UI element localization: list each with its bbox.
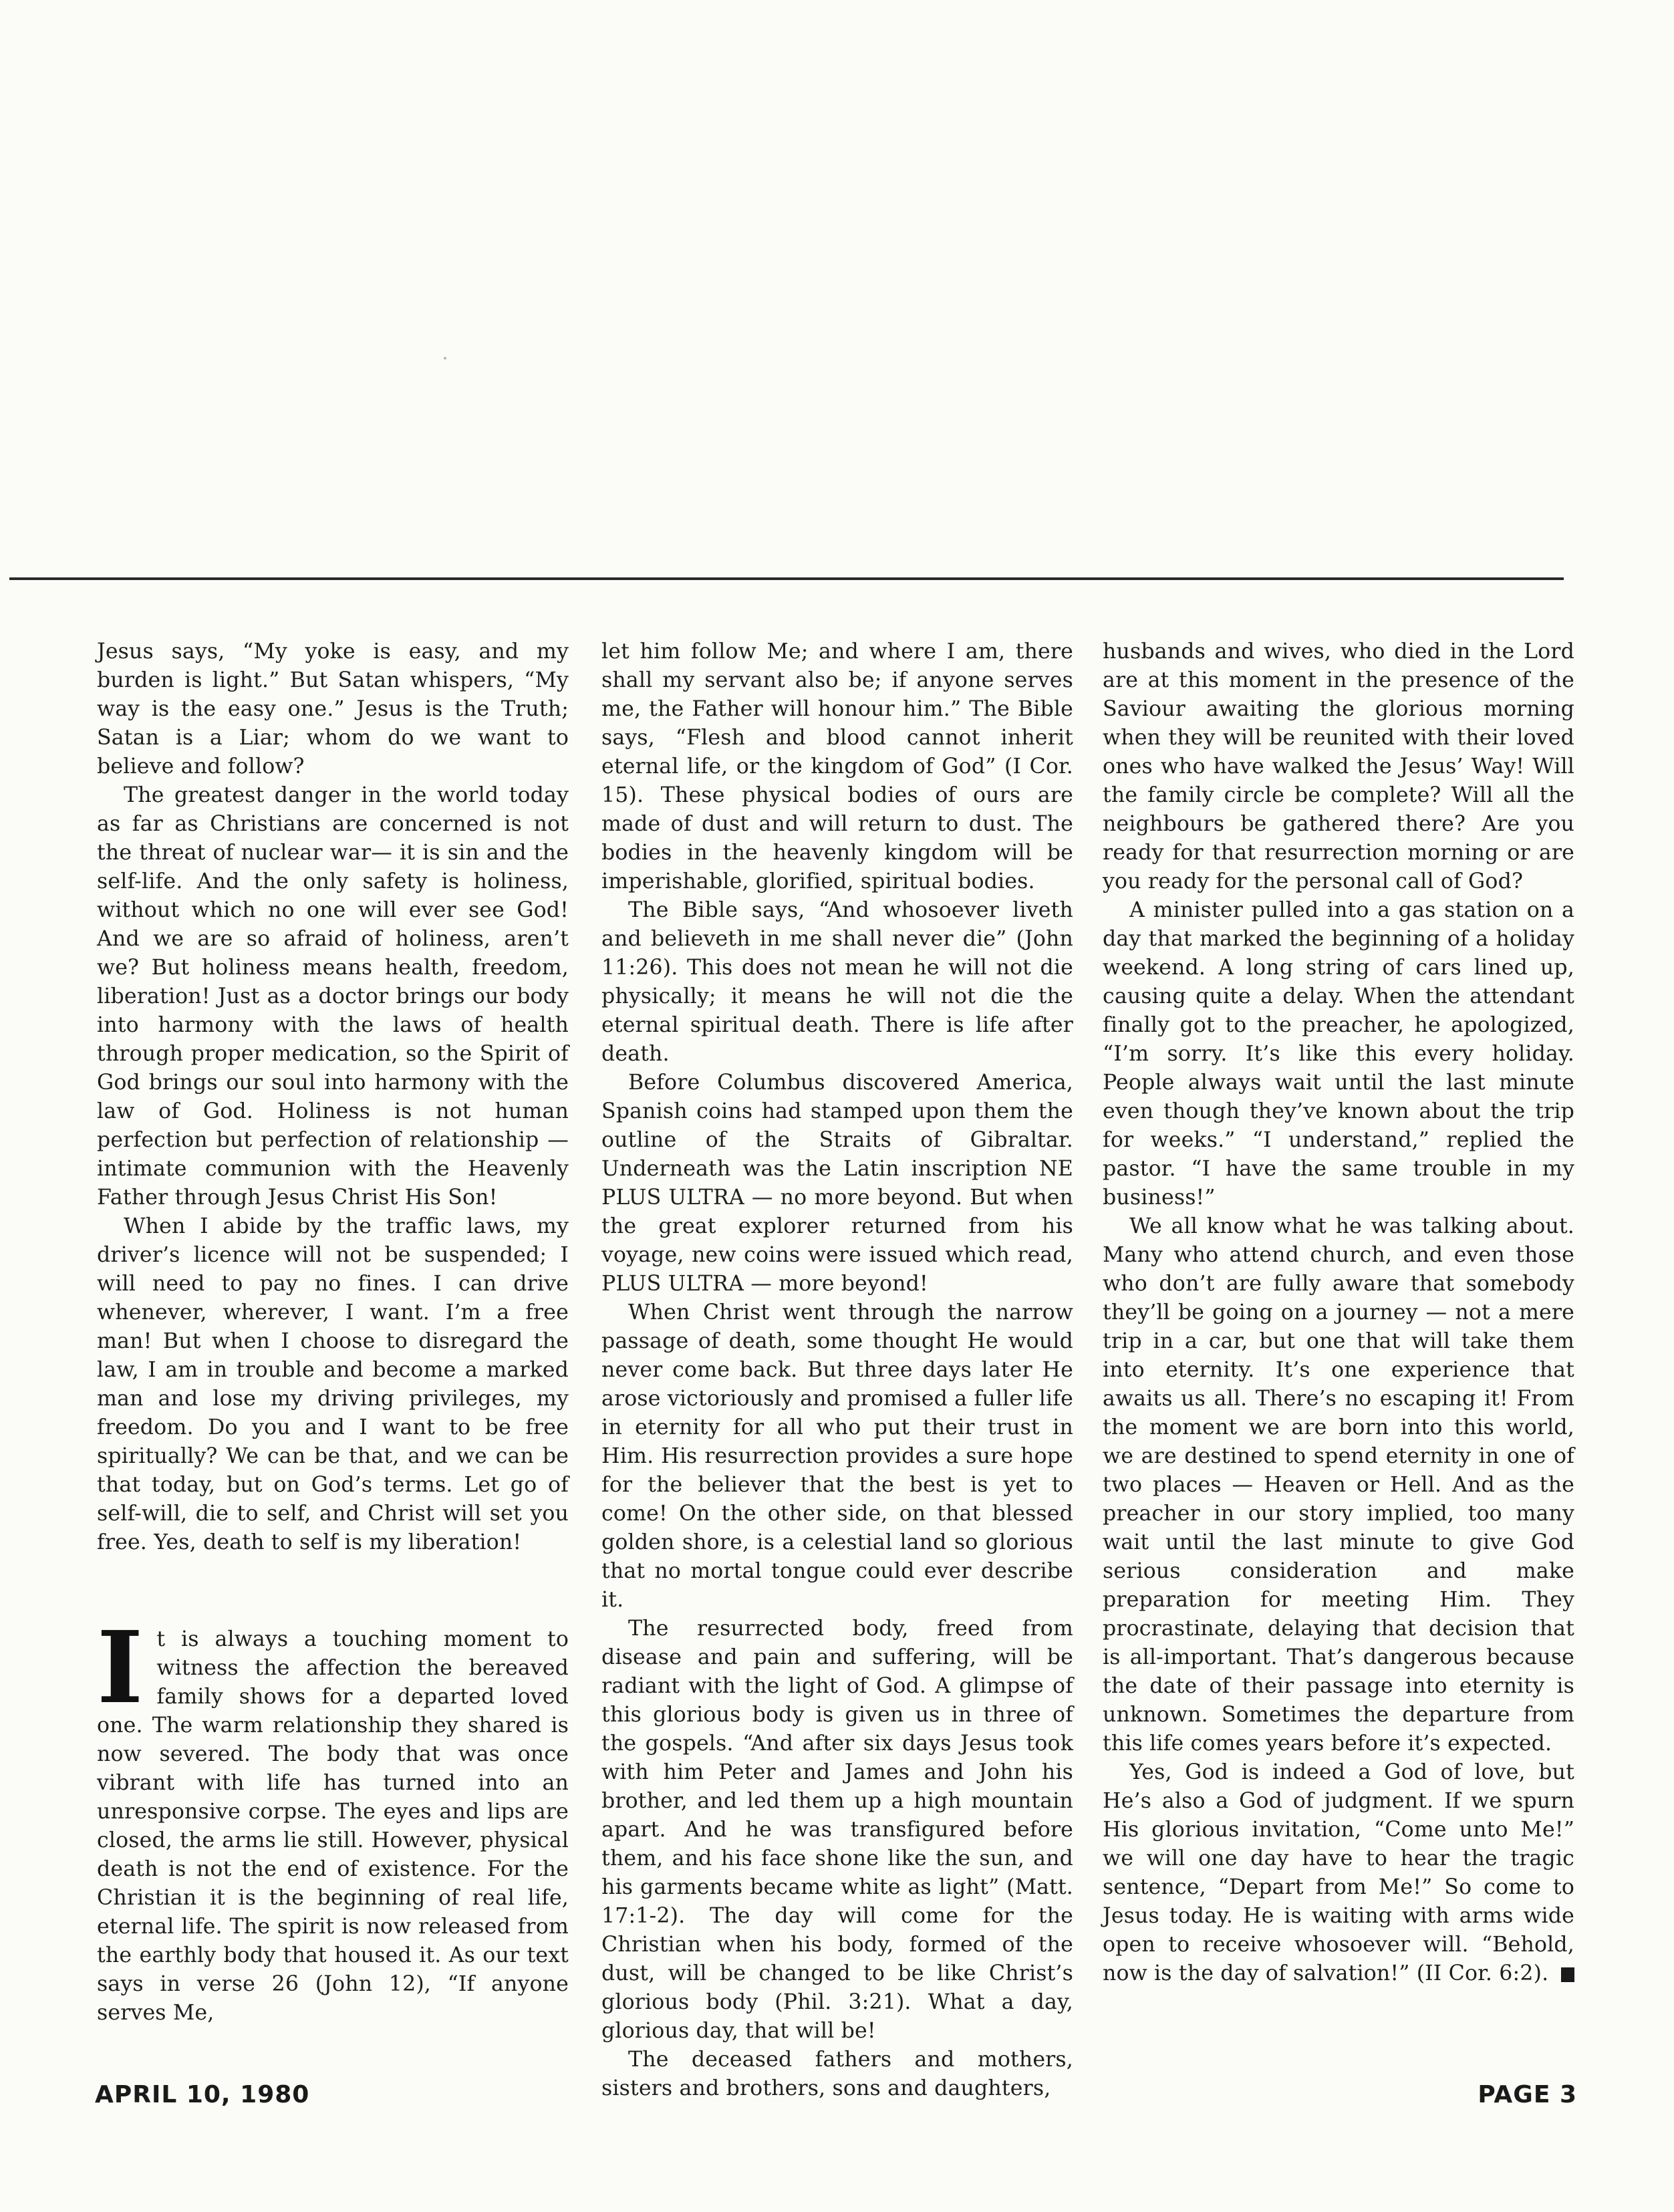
col1-paragraph-3: When I abide by the traffic laws, my driver’s licence will not be suspended; I will need to pay no fines. I can drive whenever, wherever, I want. I’m a free man! But when I choose to disregard the law, I am in trouble and become a marked man and lose my driving privileges, my freedom. Do you and I want to be free spiritually? We can be that, and we can be that today, but on God’s terms. Let go of self-will, die to self, and Christ will set you free. Yes, death to self is my liberation! — [97, 1214, 569, 1554]
col3-paragraph-2: A minister pulled into a gas station on a day that marked the beginning of a holiday weekend. A long string of cars lined up, causing quite a delay. When the attendant finally got to the preacher, he apologized, “I’m sorry. It’s like this every holiday. People always wait until the last minute even though they’ve known about the trip for weeks.” “I understand,” replied the pastor. “I have the same trouble in my business!” — [1103, 898, 1574, 1210]
col2-paragraph-6: The deceased fathers and mothers, sisters and brothers, sons and daughters, — [601, 2048, 1073, 2100]
footer-page-number: PAGE 3 — [1478, 2081, 1577, 2108]
col2-paragraph-4: When Christ went through the narrow passage of death, some thought He would never come back. But three days later He arose victoriously and promised a fuller life in eternity for all who put their trust in Him. His resurrection provides a sure hope for the believer that the best is yet to come! On the other side, on that blessed golden shore, is a celestial land so glorious that no mortal tongue could ever describe it. — [601, 1300, 1073, 1612]
footer-date: APRIL 10, 1980 — [95, 2081, 310, 2108]
column-3 — [1103, 638, 1574, 2068]
col3-paragraph-4-text: Yes, God is indeed a God of love, but He’s also a God of judgment. If we spurn His glorious invitation, “Come unto Me!” we will one day have to hear the tragic sentence, “Depart from Me!” So come to Jesus today. He is waiting with arms wide open to receive whosoever will. “Behold, now is the day of salvation!” (II Cor. 6:2). — [1103, 1760, 1574, 1985]
col1-paragraph-1: Jesus says, “My yoke is easy, and my burden is light.” But Satan whispers, “My way is the easy one.” Jesus is the Truth; Satan is a Liar; whom do we want to believe and follow? — [97, 640, 569, 779]
col1-paragraph-2: The greatest danger in the world today as far as Christians are concerned is not the threat of nuclear war— it is sin and the self-life. And the only safety is holiness, without which no one will ever see God! And we are so afraid of holiness, aren’t we? But holiness means health, freedom, liberation! Just as a doctor brings our body into harmony with the laws of health through proper medication, so the Spirit of God brings our soul into harmony with the law of God. Holiness is not human perfection but perfection of relationship — intimate communion with the Heavenly Father through Jesus Christ His Son! — [97, 783, 569, 1210]
col2-paragraph-5: The resurrected body, freed from disease and pain and suffering, will be radiant with the light of God. A glimpse of this glorious body is given us in three of the gospels. “And after six days Jesus took with him Peter and James and John his brother, and led them up a high mountain apart. And he was transfigured before them, and his face shone like the sun, and his garments became white as light” (Matt. 17:1-2). The day will come for the Christian when his body, formed of the dust, will be changed to be like Christ’s glorious body (Phil. 3:21). What a day, glorious day, that will be! — [601, 1617, 1073, 2043]
drop-cap: I — [97, 1609, 144, 1725]
col2-paragraph-1: let him follow Me; and where I am, there shall my servant also be; if anyone serves me, the Father will honour him.” The Bible says, “Flesh and blood cannot inherit eternal life, or the kingdom of God” (I Cor. 15). These physical bodies of ours are made of dust and will return to dust. The bodies in the heavenly kingdom will be imperishable, glorified, spiritual bodies. — [601, 640, 1073, 893]
col2-paragraph-2: The Bible says, “And whosoever liveth and believeth in me shall never die” (John 11:26). This does not mean he will not die physically; it means he will not die the eternal spiritual death. There is life after death. — [601, 898, 1073, 1066]
col1-paragraph-4-text: t is always a touching moment to witness the affection the bereaved family shows for a departed loved one. The warm relationship they shared is now severed. The body that was once vibrant with life has turned into an unresponsive corpse. The eyes and lips are closed, the arms lie still. However, physical death is not the end of existence. For the Christian it is the beginning of real life, eternal life. The spirit is now released from the earthly body that housed it. As our text says in verse 26 (John 12), “If anyone serves Me, — [97, 1627, 569, 2025]
col1-paragraph-4 — [97, 1609, 569, 2028]
col3-paragraph-3: We all know what he was talking about. Many who attend church, and even those who don’t are fully aware that somebody they’ll be going on a journey — not a mere trip in a car, but one that will take them into eternity. It’s one experience that awaits us all. There’s no escaping it! From the moment we are born into this world, we are destined to spend eternity in one of two places — Heaven or Hell. And as the preacher in our story implied, too many wait until the last minute to give God serious consideration and make preparation for meeting Him. They procrastinate, delaying that decision that is all-important. That’s dangerous because the date of their passage into eternity is unknown. Sometimes the departure from this life comes years before it’s expected. — [1103, 1214, 1574, 1756]
col3-paragraph-4 — [1103, 1758, 1574, 1988]
scan-speck — [444, 357, 446, 360]
section-break — [97, 1557, 569, 1625]
col2-paragraph-3: Before Columbus discovered America, Spanish coins had stamped upon them the outline of the Straits of Gibraltar. Underneath was the Latin inscription NE PLUS ULTRA — no more beyond. But when the great explorer returned from his voyage, new coins were issued which read, PLUS ULTRA — more beyond! — [601, 1071, 1073, 1296]
header-rule — [9, 577, 1564, 580]
end-square-icon — [1561, 1967, 1574, 1982]
column-1 — [97, 638, 569, 2068]
column-2 — [601, 638, 1073, 2100]
col3-paragraph-1: husbands and wives, who died in the Lord are at this moment in the presence of the Saviour awaiting the glorious morning when they will be reunited with their loved ones who have walked the Jesus’ Way! Will the family circle be complete? Will all the neighbours be gathered there? Are you ready for that resurrection morning or are you ready for the personal call of God? — [1103, 640, 1574, 893]
